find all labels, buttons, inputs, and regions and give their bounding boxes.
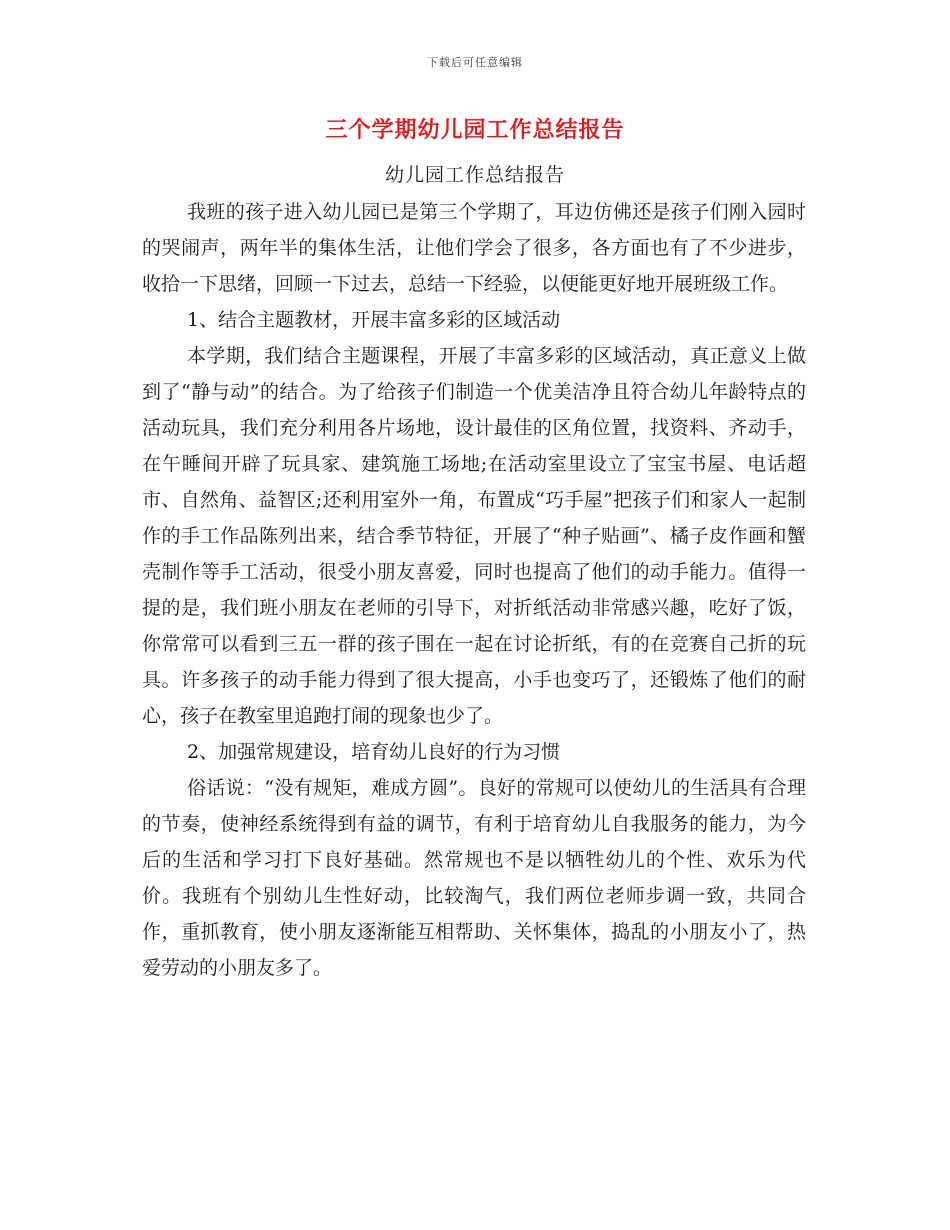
document-subtitle: 幼儿园工作总结报告 (384, 164, 565, 186)
section-heading-2: 2、加强常规建设，培育幼儿良好的行为习惯 (187, 741, 561, 763)
paragraph-intro: 我班的孩子进入幼儿园已是第三个学期了，耳边仿佛还是孩子们刚入园时的哭闹声，两年半的集体生活，让他们学会了很多，各方面也有了不少进步，收拾一下思绪，回顾一下过去，总结一下经验，以便能更好地开展班级工作。 (142, 201, 806, 295)
document-title: 三个学期幼儿园工作总结报告 (325, 118, 625, 143)
paragraph-section-1: 本学期，我们结合主题课程，开展了丰富多彩的区域活动，真正意义上做到了“静与动”的结合。为了给孩子们制造一个优美洁净且符合幼儿年龄特点的活动玩具，我们充分利用各片场地，设计最佳的区角位置，找资料、齐动手，在午睡间开辟了玩具家、建筑施工场地;在活动室里设立了宝宝书屋、电话超市、自然角、益智区;还利用室外一角，布置成“巧手屋”把孩子们和家人一起制作的手工作品陈列出来，结合季节特征，开展了“种子贴画”、橘子皮作画和蟹壳制作等手工活动，很受小朋友喜爱，同时也提高了他们的动手能力。值得一提的是，我们班小朋友在老师的引导下，对折纸活动非常感兴趣，吃好了饭，你常常可以看到三五一群的孩子围在一起在讨论折纸，有的在竞赛自己折的玩具。许多孩子的动手能力得到了很大提高，小手也变巧了，还锻炼了他们的耐心，孩子在教室里追跑打闹的现象也少了。 (142, 345, 806, 727)
section-heading-1: 1、结合主题教材，开展丰富多彩的区域活动 (187, 309, 561, 331)
document-body (142, 194, 806, 986)
paragraph-section-2: 俗话说：“没有规矩，难成方圆”。良好的常规可以使幼儿的生活具有合理的节奏，使神经系统得到有益的调节，有利于培育幼儿自我服务的能力，为今后的生活和学习打下良好基础。然常规也不是以牺牲幼儿的个性、欢乐为代价。我班有个别幼儿生性好动，比较淘气，我们两位老师步调一致，共同合作，重抓教育，使小朋友逐渐能互相帮助、关怀集体，捣乱的小朋友小了，热爱劳动的小朋友多了。 (142, 777, 806, 979)
header-note: 下载后可任意编辑 (427, 56, 523, 69)
